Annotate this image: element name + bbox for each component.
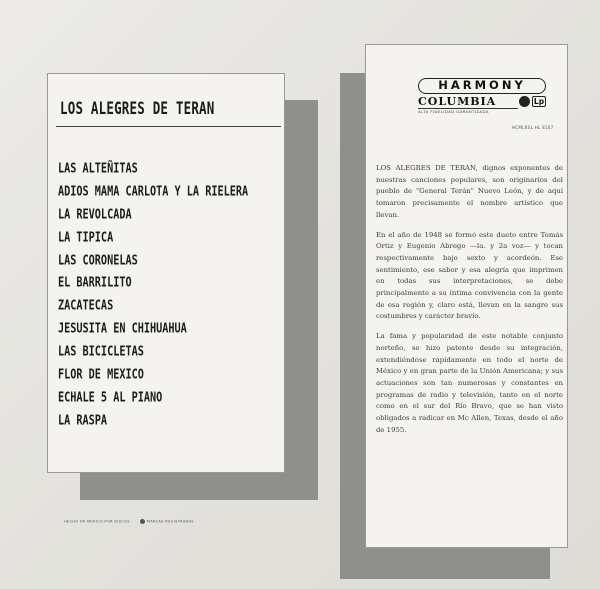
catalog-number: HCMLRSL HL 8107 xyxy=(512,125,554,130)
track-item: ECHALE 5 AL PIANO xyxy=(58,391,163,406)
made-in-text: HECHO EN MEXICO POR DISCOS xyxy=(64,519,130,524)
track-item: LAS ALTEÑITAS xyxy=(58,162,138,177)
tracklist-panel xyxy=(47,73,285,473)
track-item: ADIOS MAMA CARLOTA Y LA RIELERA xyxy=(58,185,249,200)
trademark-icon xyxy=(140,519,145,524)
notes-paragraph: LOS ALEGRES DE TERAN, dignos exponentes de nuestras canciones populares, son originarios del pueblo de "General Terán" Nuevo León, y de aquí tomaron precisamente el nombre artístico que llevan. xyxy=(376,164,563,219)
trademark-text: MARCAS REGISTRADAS xyxy=(146,519,194,524)
notes-paragraph: La fama y popularidad de este notable conjunto norteño, se hizo patente desde su integración, extendiéndose rápidamente en todo el norte de México y en gran parte de la Unión Americana; y sus actuaciones son tan numerosas y constantes en programas de radio y televisión, tanto en el norte como en el sur del Río Bravo, que se han visto obligados a radicar en Mc Allen, Texas, desde el año de 1955. xyxy=(376,332,563,434)
lp-badge: Lp xyxy=(533,97,545,106)
track-item: ZACATECAS xyxy=(58,299,114,314)
fidelity-tagline: ALTA FIDELIDAD GARANTIZADA xyxy=(418,109,489,114)
manufacturer-footer xyxy=(64,519,194,524)
album-title: LOS ALEGRES DE TERAN xyxy=(60,98,215,119)
title-divider xyxy=(56,126,281,127)
track-item: JESUSITA EN CHIHUAHUA xyxy=(58,322,187,337)
columbia-wordmark: COLUMBIA xyxy=(418,95,497,108)
track-item: LAS CORONELAS xyxy=(58,253,138,269)
track-item: LA REVOLCADA xyxy=(58,208,132,223)
harmony-wordmark: HARMONY xyxy=(418,78,546,94)
liner-notes-panel xyxy=(365,44,568,548)
liner-notes xyxy=(376,163,563,444)
track-item: EL BARRILITO xyxy=(58,276,132,292)
track-item: LAS BICICLETAS xyxy=(58,345,144,360)
track-item: LA RASPA xyxy=(58,414,108,429)
track-item: LA TIPICA xyxy=(58,230,114,246)
record-disc-icon xyxy=(519,96,530,107)
track-list xyxy=(58,161,248,436)
notes-paragraph: En el año de 1948 se formó este dueto entre Tomás Ortiz y Eugenio Abrego —la. y 2a voz— y tocan respectivamente bajo sexto y acordeón. Ese sentimiento, ese sabor y esa alegría que imprimen en todas sus interpretaciones, se debe principalmente a su íntima convivencia con la gente de esa región y, claro está, llevan en la sangre sus costumbres y carácter bravío. xyxy=(376,230,563,321)
track-item: FLOR DE MEXICO xyxy=(58,368,144,383)
